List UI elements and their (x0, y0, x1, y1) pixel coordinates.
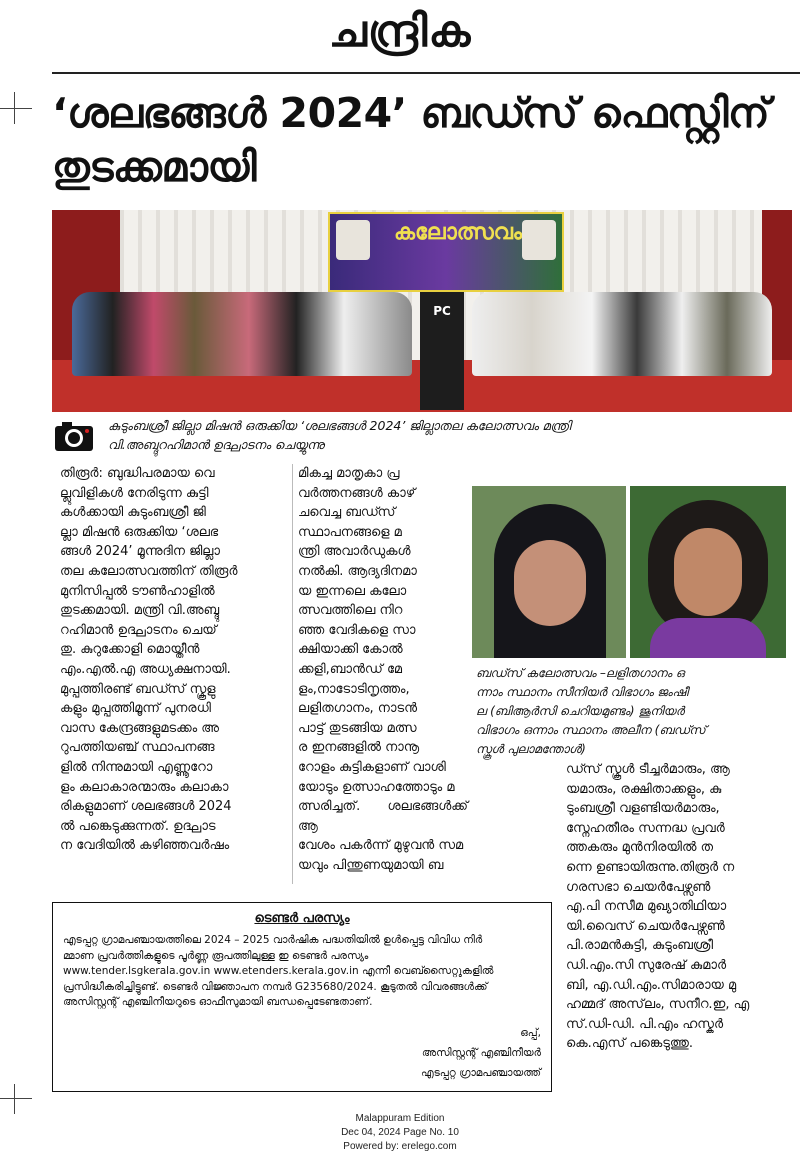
photo-guests-right (472, 292, 772, 376)
ad-sign-1: ഒപ്പ്, (520, 1027, 541, 1039)
photo-stage-banner (328, 212, 564, 292)
article-column-1: തിരൂർ: ബുദ്ധിപരമായ വെ ല്ലുവിളികൾ നേരിടുന്ന കുട്ടി കൾക്കായി കുടുംബശ്രീ ജി ല്ലാ മിഷൻ ഒരുക്കിയ ‘ശലഭ ങ്ങൾ 2024’ മൂന്നുദിന ജില്ലാ തല കലോത്സവത്തിന് തിരൂർ മുനിസിപ്പൽ ടൗൺഹാളിൽ തുടക്കമായി. മന്ത്രി വി.അബ്ദു റഹിമാൻ ഉദ്ഘാടനം ചെയ് തു. കുറുക്കോളി മൊയ്തീൻ എം.എൽ.എ അധ്യക്ഷനായി. മുപ്പത്തിരണ്ട് ബഡ്സ് സ്കൂളു കളും മുപ്പത്തിമൂന്ന് പുനരധി വാസ കേന്ദ്രങ്ങളുമടക്കം അ റുപത്തിയഞ്ച് സ്ഥാപനങ്ങ ളിൽ നിന്നുമായി എണ്ണൂറോ ളം കലാകാരന്മാരും കലാകാ രികളുമാണ് ശലഭങ്ങൾ 2024 ൽ പങ്കെടുക്കുന്നത്. ഉദ്ഘാട ന വേദിയിൽ കഴിഞ്ഞവർഷം (60, 466, 238, 854)
article-column-3: ഡ്സ് സ്കൂൾ ടീച്ചർമാരും, ആ യമാരും, രക്ഷിതാക്കളും, കു ടുംബശ്രീ വളണ്ടിയർമാരും, സ്നേഹതീരം സന്നദ്ധ പ്രവർ ത്തകരും മുൻനിരയിൽ ത ന്നെ ഉണ്ടായിരുന്നു.തിരൂർ ന ഗരസഭാ ചെയർപേഴ്സൺ എ.പി നസീമ മുഖ്യാതിഥിയാ യി.വൈസ് ചെയർപേഴ്സൺ പി.രാമൻകുട്ടി, കുടുംബശ്രീ ഡി.എം.സി സുരേഷ് കുമാർ ബി, എ.ഡി.എം.സിമാരായ മു ഹമ്മദ് അസ്‌ലം, സനീറ.ഇ, എ സ്.ഡി-ഡി. പി.എം ഹസ്കർ കെ.എസ് പങ്കെടുത്തു. (566, 762, 750, 1052)
winner-photo-aleena (630, 486, 786, 658)
photo-caption-row (52, 416, 792, 456)
photo-podium (420, 292, 464, 410)
ad-sign-3: എടപ്പറ്റ ഗ്രാമപഞ്ചായത്ത് (420, 1067, 541, 1079)
caption-line-1: കുടുംബശ്രീ ജില്ലാ മിഷൻ ഒരുക്കിയ ‘ശലഭങ്ങൾ 2024’ ജില്ലാതല കലോത്സവം മന്ത്രി (108, 418, 571, 433)
camera-icon (54, 420, 94, 452)
crop-mark-top-v (14, 92, 15, 124)
column-rule-1 (292, 464, 293, 884)
photo-caption (108, 416, 792, 454)
photo-banner-text: കലോത്സവം (394, 220, 523, 245)
dress-shape (650, 618, 766, 658)
article-column-2: മികച്ച മാതൃകാ പ്ര വർത്തനങ്ങൾ കാഴ് ചവെച്ച ബഡ്സ് സ്ഥാപനങ്ങളെ മ ന്ത്രി അവാർഡുകൾ നൽകി. ആദ്യദിനമാ യ ഇന്നലെ കലോ ത്സവത്തിലെ നിറ ഞ്ഞ വേദികളെ സാ ക്ഷിയാക്കി കോൽ ക്കളി,ബാൻഡ് മേ ളം,നാടോടിനൃത്തം, ലളിതഗാനം, നാടൻ പാട്ട് തുടങ്ങിയ മത്സ ര ഇനങ്ങളിൽ നാനൂ റോളം കുട്ടികളാണ് വാശി യോടും ഉത്സാഹത്തോടും മ ത്സരിച്ചത്. ശലഭങ്ങൾക്ക് ആ വേശം പകർന്ന് മുഴുവൻ സമ യവും പിന്തുണയുമായി ബ (298, 466, 468, 873)
banner-portrait-left (336, 220, 370, 260)
photo-guests-left (72, 292, 412, 376)
edition-label: Malappuram Edition (355, 1113, 445, 1124)
face-shape-2 (674, 528, 742, 616)
ad-body: എടപ്പറ്റ ഗ്രാമപഞ്ചായത്തിലെ 2024 – 2025 വാർഷിക പദ്ധതിയിൽ ഉൾപ്പെട്ട വിവിധ നിർ മ്മാണ പ്രവർത്തികളുടെ പൂർണ്ണ രൂപത്തിലുള്ള ഇ ടെണ്ടർ പരസ്യം www.tender.lsgkerala.gov.in www.etenders.kerala.gov.in എന്നീ വെബ്സൈറ്റുകളിൽ പ്രസിദ്ധീകരിച്ചിട്ടുണ്ട്. ടെണ്ടർ വിജ്ഞാപന നമ്പർ G235680/2024. കൂടുതൽ വിവരങ്ങൾക്ക് അസിസ്റ്റന്റ് എഞ്ചിനീയറുടെ ഓഫീസുമായി ബന്ധപ്പെടേണ്ടതാണ്. (63, 934, 494, 1009)
date-page-label: Dec 04, 2024 Page No. 10 (341, 1127, 459, 1138)
ad-title: ടെണ്ടർ പരസ്യം (254, 911, 350, 926)
podium-logo: PC (433, 304, 451, 318)
headline (52, 86, 792, 194)
caption-line-2: വി.അബ്ദുറഹിമാൻ ഉദ്ഘാടനം ചെയ്യുന്നു (108, 437, 325, 452)
crop-mark-bottom-v (14, 1084, 15, 1114)
powered-by-link[interactable]: Powered by: erelego.com (343, 1141, 457, 1152)
tender-advertisement (52, 902, 552, 1092)
newspaper-logo: ചന്ദ്രിക (328, 6, 472, 57)
ad-sign-2: അസിസ്റ്റന്റ് എഞ്ചിനീയർ (421, 1047, 541, 1059)
main-photo (52, 210, 792, 412)
face-shape (514, 540, 586, 626)
headline-line-2: തുടക്കമായി (52, 143, 256, 191)
masthead (0, 0, 800, 72)
crop-mark-top (0, 108, 32, 109)
headline-line-1: ‘ശലഭങ്ങൾ 2024’ ബഡ്സ് ഫെസ്റ്റിന് (52, 89, 770, 137)
page-footer (0, 1112, 800, 1154)
winner-photo-jamsheela (472, 486, 626, 658)
crop-mark-bottom (0, 1098, 32, 1099)
banner-portrait-right (522, 220, 556, 260)
winners-caption: ബഡ്സ് കലോത്സവം –ലളിതഗാനം ഒ ന്നാം സ്ഥാനം സീനിയർ വിഭാഗം ജംഷീ ല (ബിആർസി ചെറിയമുണ്ടം) ജൂനിയർ വിഭാഗം ഒന്നാം സ്ഥാനം അലീന (ബഡ്സ് സ്കൂൾ പുലാമന്തോൾ) (476, 666, 706, 756)
masthead-rule (52, 72, 800, 74)
